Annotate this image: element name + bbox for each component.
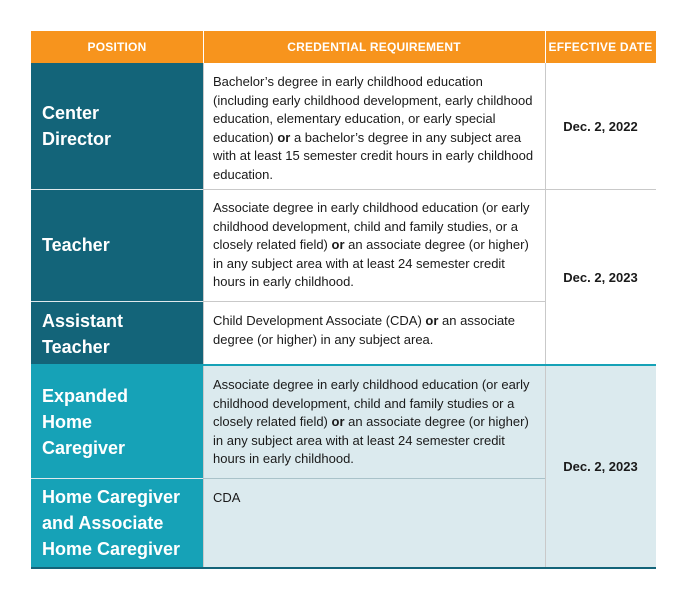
effective-date-home-caregivers: Dec. 2, 2023	[545, 366, 656, 567]
effective-date-teachers: Dec. 2, 2023	[545, 189, 656, 365]
row-divider	[31, 478, 203, 479]
position-line: Assistant	[42, 310, 124, 331]
credential-table	[31, 31, 656, 569]
requirement-text: Bachelor’s degree in early childhood education (including early childhood development, early childhood education, elementary education, or early special education)	[213, 74, 533, 145]
requirement-center-director	[203, 63, 545, 189]
header-credential-requirement: CREDENTIAL REQUIREMENT	[203, 31, 545, 63]
position-home-caregiver	[31, 479, 203, 567]
header-effective-date: EFFECTIVE DATE	[545, 31, 656, 63]
position-line: Director	[42, 129, 112, 149]
requirement-text: a bachelor’s degree in any subject area with at least 15 semester credit hours in early childhood education.	[213, 129, 534, 182]
section-divider	[31, 364, 656, 366]
requirement-connector: or	[277, 129, 291, 145]
row-divider	[203, 189, 656, 190]
header-divider	[545, 31, 546, 63]
requirement-text: an associate degree (or higher) in any subject area with at least 24 semester credit hours in early childhood.	[213, 414, 529, 466]
position-expanded-home-caregiver	[31, 366, 203, 478]
position-assistant-teacher	[31, 302, 203, 365]
position-line: Home Caregiver	[42, 487, 181, 507]
position-line: Expanded	[42, 386, 129, 406]
position-line: Home Caregiver	[42, 539, 181, 559]
requirement-text: an associate degree (or higher) in any subject area.	[213, 313, 516, 347]
column-divider	[203, 63, 204, 567]
requirement-connector: or	[331, 414, 345, 429]
row-divider	[31, 189, 203, 190]
effective-date-center-director: Dec. 2, 2022	[545, 63, 656, 189]
row-divider	[31, 301, 203, 302]
position-line: and Associate	[42, 513, 164, 533]
position-line: Home	[42, 412, 93, 432]
column-divider	[545, 63, 546, 567]
header-position: POSITION	[31, 31, 203, 63]
table-bottom-rule	[31, 567, 656, 569]
position-line: Teacher	[42, 336, 110, 357]
position-line: Teacher	[42, 235, 110, 255]
requirement-text: an associate degree (or higher) in any subject area with at least 24 semester credit hours in early childhood.	[213, 237, 529, 289]
position-teacher	[31, 189, 203, 301]
position-center-director	[31, 63, 203, 189]
requirement-connector: or	[331, 237, 345, 252]
row-divider	[203, 478, 545, 479]
header-divider	[203, 31, 204, 63]
requirement-home-caregiver	[203, 479, 545, 567]
requirement-text: Associate degree in early childhood education (or early childhood development, child and family studies, or a closely related field)	[213, 200, 530, 252]
requirement-text: CDA	[213, 490, 241, 505]
requirement-assistant-teacher	[203, 302, 545, 365]
requirement-teacher	[203, 189, 545, 301]
requirement-text: Child Development Associate (CDA)	[213, 313, 426, 328]
requirement-expanded-home-caregiver	[203, 366, 545, 478]
position-line: Caregiver	[42, 438, 126, 458]
requirement-connector: or	[425, 313, 439, 328]
position-line: Center	[42, 103, 100, 123]
row-divider	[203, 301, 545, 302]
requirement-text: Associate degree in early childhood education (or early childhood development, child and family studies or a closely related field)	[213, 377, 530, 429]
